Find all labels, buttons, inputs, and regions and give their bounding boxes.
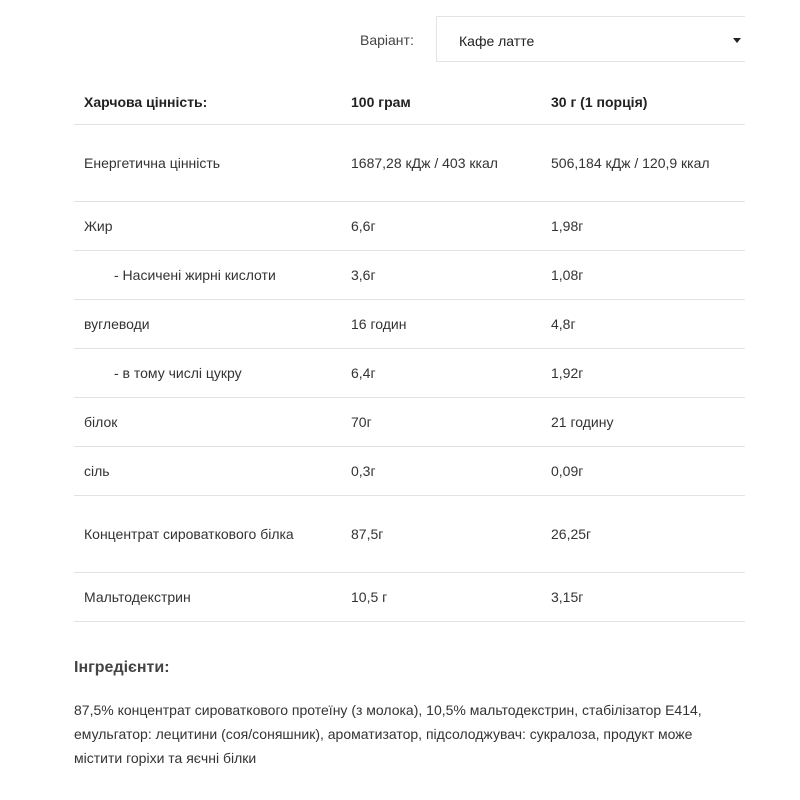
row-name: сіль [74, 447, 341, 496]
row-per-100g: 10,5 г [341, 573, 541, 622]
row-per-serving: 3,15г [541, 573, 745, 622]
row-per-serving: 26,25г [541, 496, 745, 573]
row-per-100g: 0,3г [341, 447, 541, 496]
header-per-serving: 30 г (1 порція) [541, 80, 745, 125]
ingredients-title: Інгредієнти: [74, 659, 170, 676]
row-per-100g: 6,6г [341, 202, 541, 251]
row-per-100g: 16 годин [341, 300, 541, 349]
row-per-serving: 0,09г [541, 447, 745, 496]
variant-label: Варіант: [360, 32, 414, 48]
table-row [74, 496, 745, 573]
row-per-100g: 70г [341, 398, 541, 447]
row-per-serving: 1,08г [541, 251, 745, 300]
variant-select[interactable] [436, 16, 745, 62]
row-per-serving: 1,98г [541, 202, 745, 251]
table-row [74, 202, 745, 251]
row-name: Мальтодекстрин [74, 573, 341, 622]
row-name: Жир [74, 202, 341, 251]
row-per-serving: 1,92г [541, 349, 745, 398]
row-name: білок [74, 398, 341, 447]
row-name: - Насичені жирні кислоти [74, 251, 341, 300]
table-row [74, 300, 745, 349]
row-per-serving: 506,184 кДж / 120,9 ккал [541, 125, 745, 202]
ingredients-text: 87,5% концентрат сироваткового протеїну (з молока), 10,5% мальтодекстрин, стабілізатор Е414, емульгатор: лецитини (соя/соняшник), ароматизатор, підсолоджувач: сукралоза, продукт може містити горіхи та яєчні білки [74, 702, 702, 766]
header-per-100g: 100 грам [341, 80, 541, 125]
table-row [74, 398, 745, 447]
row-per-100g: 6,4г [341, 349, 541, 398]
row-per-100g: 3,6г [341, 251, 541, 300]
variant-selected-value: Кафе латте [459, 33, 535, 49]
nutrition-header-row [74, 80, 745, 125]
table-row [74, 447, 745, 496]
row-per-100g: 87,5г [341, 496, 541, 573]
variant-row [0, 16, 745, 64]
row-per-serving: 21 годину [541, 398, 745, 447]
row-per-100g: 1687,28 кДж / 403 ккал [341, 125, 541, 202]
row-name: Концентрат сироваткового білка [74, 496, 341, 573]
nutrition-table [74, 80, 745, 622]
table-row [74, 349, 745, 398]
row-name: вуглеводи [74, 300, 341, 349]
row-name: Енергетична цінність [74, 125, 341, 202]
table-row [74, 125, 745, 202]
chevron-down-icon [733, 38, 741, 43]
table-row [74, 251, 745, 300]
header-nutrition: Харчова цінність: [74, 80, 341, 125]
table-row [74, 573, 745, 622]
row-per-serving: 4,8г [541, 300, 745, 349]
row-name: - в тому числі цукру [74, 349, 341, 398]
